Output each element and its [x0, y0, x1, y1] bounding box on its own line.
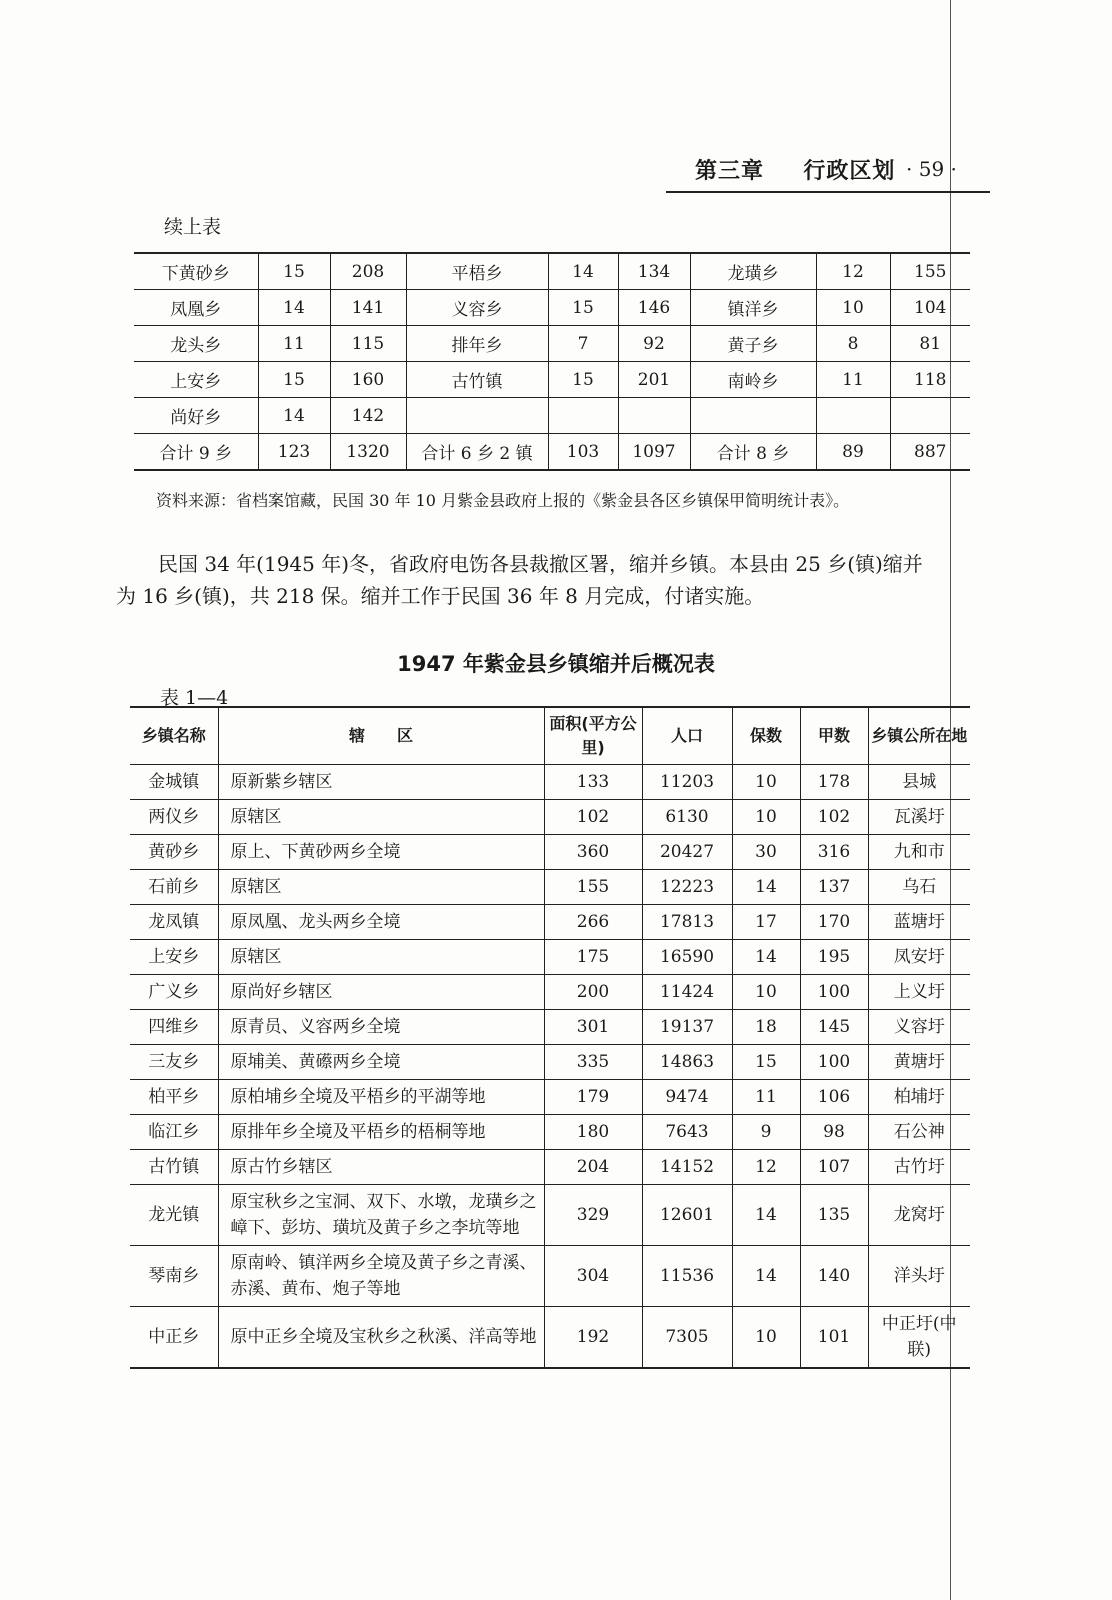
table-cell: 9	[732, 1115, 800, 1150]
column-header: 辖 区	[218, 707, 544, 765]
table-cell: 龙窝圩	[868, 1185, 970, 1246]
table-cell: 南岭乡	[690, 362, 816, 398]
table-cell: 14863	[642, 1045, 732, 1080]
table-number: 表 1—4	[160, 687, 229, 709]
table-cell: 四维乡	[130, 1010, 218, 1045]
table-cell: 石前乡	[130, 870, 218, 905]
table-row	[134, 326, 970, 362]
table-row	[130, 1115, 970, 1150]
table-cell: 123	[258, 434, 330, 471]
table-row	[134, 290, 970, 326]
column-header: 乡镇公所在地	[868, 707, 970, 765]
table-row	[130, 1010, 970, 1045]
table-cell: 1320	[330, 434, 406, 471]
table-cell: 192	[544, 1307, 642, 1369]
table-cell: 7305	[642, 1307, 732, 1369]
table-cell: 广义乡	[130, 975, 218, 1010]
table-cell: 12601	[642, 1185, 732, 1246]
table-cell: 龙璜乡	[690, 253, 816, 290]
table-row	[130, 975, 970, 1010]
table-row	[130, 940, 970, 975]
table-cell: 14	[732, 940, 800, 975]
table-cell: 141	[330, 290, 406, 326]
table-cell: 15	[548, 362, 618, 398]
table-cell: 178	[800, 765, 868, 800]
table-row	[134, 253, 970, 290]
table-cell	[548, 398, 618, 434]
table-cell: 106	[800, 1080, 868, 1115]
table-cell: 10	[732, 975, 800, 1010]
table-cell: 15	[258, 362, 330, 398]
table-cell: 义容圩	[868, 1010, 970, 1045]
table-cell: 12	[732, 1150, 800, 1185]
table-cell: 黄塘圩	[868, 1045, 970, 1080]
table-cell: 887	[890, 434, 970, 471]
table-cell: 137	[800, 870, 868, 905]
table-cell: 乌石	[868, 870, 970, 905]
table-row	[130, 1080, 970, 1115]
table-row	[130, 765, 970, 800]
table-cell: 155	[890, 253, 970, 290]
table-cell: 118	[890, 362, 970, 398]
table-title: 1947 年紫金县乡镇缩并后概况表	[397, 652, 715, 676]
table-cell: 两仪乡	[130, 800, 218, 835]
table-cell: 15	[732, 1045, 800, 1080]
table-cell: 镇洋乡	[690, 290, 816, 326]
table-cell: 龙光镇	[130, 1185, 218, 1246]
table-cell: 排年乡	[406, 326, 548, 362]
table-cell: 琴南乡	[130, 1246, 218, 1307]
table-cell: 凤凰乡	[134, 290, 258, 326]
table-cell: 原埔美、黄礤两乡全境	[218, 1045, 544, 1080]
table-cell: 100	[800, 1045, 868, 1080]
table-cell: 208	[330, 253, 406, 290]
table-cell: 329	[544, 1185, 642, 1246]
table-cell: 14	[548, 253, 618, 290]
table-cell: 9474	[642, 1080, 732, 1115]
table-cell: 18	[732, 1010, 800, 1045]
chapter-title: 行政区划	[803, 159, 896, 184]
table-cell: 黄子乡	[690, 326, 816, 362]
table-cell: 360	[544, 835, 642, 870]
table-cell: 17	[732, 905, 800, 940]
table-cell: 三友乡	[130, 1045, 218, 1080]
table-cell: 100	[800, 975, 868, 1010]
table-cell: 合计 8 乡	[690, 434, 816, 471]
table-cell: 101	[800, 1307, 868, 1369]
table-cell: 266	[544, 905, 642, 940]
column-header: 面积(平方公里)	[544, 707, 642, 765]
table-cell: 140	[800, 1246, 868, 1307]
table-cell: 115	[330, 326, 406, 362]
table-cell: 204	[544, 1150, 642, 1185]
table-row	[130, 1185, 970, 1246]
table-cell: 原辖区	[218, 800, 544, 835]
table-cell: 92	[618, 326, 690, 362]
table-cell: 11424	[642, 975, 732, 1010]
table-cell: 12	[816, 253, 890, 290]
table-cell: 103	[548, 434, 618, 471]
table-cell: 龙头乡	[134, 326, 258, 362]
column-header: 人口	[642, 707, 732, 765]
table-cell: 中正乡	[130, 1307, 218, 1369]
table-cell: 14152	[642, 1150, 732, 1185]
table-cell: 尚好乡	[134, 398, 258, 434]
table-cell: 10	[732, 1307, 800, 1369]
table-cell: 合计 6 乡 2 镇	[406, 434, 548, 471]
table-cell: 石公神	[868, 1115, 970, 1150]
table-cell: 81	[890, 326, 970, 362]
table-cell: 201	[618, 362, 690, 398]
table-cell: 102	[544, 800, 642, 835]
table-cell: 6130	[642, 800, 732, 835]
table-cell: 黄砂乡	[130, 835, 218, 870]
table-cell: 上安乡	[134, 362, 258, 398]
table-cell: 7643	[642, 1115, 732, 1150]
table-cell	[890, 398, 970, 434]
table-cell: 柏平乡	[130, 1080, 218, 1115]
table-cell: 16590	[642, 940, 732, 975]
table-cell: 合计 9 乡	[134, 434, 258, 471]
table-cell: 原辖区	[218, 940, 544, 975]
table-cell: 凤安圩	[868, 940, 970, 975]
table-row	[134, 434, 970, 471]
table-cell: 金城镇	[130, 765, 218, 800]
table-row	[130, 835, 970, 870]
table-cell: 133	[544, 765, 642, 800]
table-cell: 98	[800, 1115, 868, 1150]
table-cell: 原中正乡全境及宝秋乡之秋溪、洋高等地	[218, 1307, 544, 1369]
table-cell: 1097	[618, 434, 690, 471]
table-row	[130, 1150, 970, 1185]
table-cell: 134	[618, 253, 690, 290]
table-cell: 上安乡	[130, 940, 218, 975]
header-rule	[666, 191, 990, 193]
table-cell: 原柏埔乡全境及平梧乡的平湖等地	[218, 1080, 544, 1115]
table-cell: 蓝塘圩	[868, 905, 970, 940]
table-cell: 170	[800, 905, 868, 940]
table-cell: 14	[732, 870, 800, 905]
township-table	[130, 706, 970, 1369]
table-cell: 11536	[642, 1246, 732, 1307]
table-cell	[816, 398, 890, 434]
table-cell: 316	[800, 835, 868, 870]
table-cell: 原排年乡全境及平梧乡的梧桐等地	[218, 1115, 544, 1150]
table-cell: 下黄砂乡	[134, 253, 258, 290]
table-cell: 龙凤镇	[130, 905, 218, 940]
table-cell: 原凤凰、龙头两乡全境	[218, 905, 544, 940]
table-cell: 义容乡	[406, 290, 548, 326]
table-cell	[618, 398, 690, 434]
table-cell: 10	[732, 765, 800, 800]
table-cell: 洋头圩	[868, 1246, 970, 1307]
table-cell: 17813	[642, 905, 732, 940]
table-row	[130, 1307, 970, 1369]
table-cell: 14	[732, 1185, 800, 1246]
table-cell: 11203	[642, 765, 732, 800]
table-cell: 原南岭、镇洋两乡全境及黄子乡之青溪、赤溪、黄布、炮子等地	[218, 1246, 544, 1307]
table-cell: 九和市	[868, 835, 970, 870]
table-cell: 195	[800, 940, 868, 975]
chapter-number: 第三章	[695, 159, 765, 184]
table-cell	[406, 398, 548, 434]
table-cell: 179	[544, 1080, 642, 1115]
paragraph-line: 民国 34 年(1945 年)冬，省政府电饬各县裁撤区署，缩并乡镇。本县由 25 乡(镇)缩并	[158, 552, 923, 576]
table-cell: 30	[732, 835, 800, 870]
paragraph-line: 为 16 乡(镇)，共 218 保。缩并工作于民国 36 年 8 月完成，付诸实施。	[116, 584, 765, 608]
column-header: 乡镇名称	[130, 707, 218, 765]
table-cell: 146	[618, 290, 690, 326]
table-cell: 古竹镇	[406, 362, 548, 398]
table-row	[130, 870, 970, 905]
table-cell: 12223	[642, 870, 732, 905]
table-cell: 15	[258, 253, 330, 290]
table-cell: 11	[732, 1080, 800, 1115]
table-cell: 14	[258, 290, 330, 326]
table-row	[130, 905, 970, 940]
source-note: 资料来源：省档案馆藏，民国 30 年 10 月紫金县政府上报的《紫金县各区乡镇保甲简明统计表》。	[156, 491, 850, 510]
table-cell: 瓦溪圩	[868, 800, 970, 835]
table-cell: 10	[816, 290, 890, 326]
running-header	[695, 154, 895, 185]
table-cell: 155	[544, 870, 642, 905]
table-cell: 原上、下黄砂两乡全境	[218, 835, 544, 870]
table-cell: 原古竹乡辖区	[218, 1150, 544, 1185]
table-cell: 县城	[868, 765, 970, 800]
table-cell: 14	[732, 1246, 800, 1307]
table-cell: 10	[732, 800, 800, 835]
table-cell: 原辖区	[218, 870, 544, 905]
table-cell: 104	[890, 290, 970, 326]
column-header: 甲数	[800, 707, 868, 765]
table-cell: 7	[548, 326, 618, 362]
table-cell: 临江乡	[130, 1115, 218, 1150]
table-cell: 160	[330, 362, 406, 398]
table-cell: 89	[816, 434, 890, 471]
table-cell: 200	[544, 975, 642, 1010]
table-row	[134, 398, 970, 434]
table-cell: 原青员、义容两乡全境	[218, 1010, 544, 1045]
table-row	[130, 1045, 970, 1080]
table-cell: 19137	[642, 1010, 732, 1045]
table-cell: 上义圩	[868, 975, 970, 1010]
table-cell: 180	[544, 1115, 642, 1150]
table-cell: 14	[258, 398, 330, 434]
table-cell: 15	[548, 290, 618, 326]
table-cell: 8	[816, 326, 890, 362]
continued-label: 续上表	[164, 216, 222, 238]
table-cell: 11	[816, 362, 890, 398]
table-cell: 145	[800, 1010, 868, 1045]
table-row	[130, 800, 970, 835]
table-row	[134, 362, 970, 398]
table-cell: 142	[330, 398, 406, 434]
page-number: · 59 ·	[906, 157, 957, 181]
table-cell: 柏埔圩	[868, 1080, 970, 1115]
table-cell	[690, 398, 816, 434]
table-cell: 原尚好乡辖区	[218, 975, 544, 1010]
table-cell: 原宝秋乡之宝洞、双下、水墩，龙璜乡之嶂下、彭坊、璜坑及黄子乡之李坑等地	[218, 1185, 544, 1246]
column-header: 保数	[732, 707, 800, 765]
continued-table	[134, 252, 970, 471]
table-cell: 中正圩(中联)	[868, 1307, 970, 1369]
body-paragraph	[116, 548, 996, 612]
table-cell: 135	[800, 1185, 868, 1246]
table-cell: 古竹圩	[868, 1150, 970, 1185]
table-cell: 102	[800, 800, 868, 835]
table-cell: 平梧乡	[406, 253, 548, 290]
table-cell: 304	[544, 1246, 642, 1307]
table-cell: 古竹镇	[130, 1150, 218, 1185]
table-cell: 11	[258, 326, 330, 362]
table-cell: 301	[544, 1010, 642, 1045]
table-row	[130, 1246, 970, 1307]
table-cell: 107	[800, 1150, 868, 1185]
table-cell: 原新紫乡辖区	[218, 765, 544, 800]
table-cell: 175	[544, 940, 642, 975]
table-cell: 20427	[642, 835, 732, 870]
table-cell: 335	[544, 1045, 642, 1080]
